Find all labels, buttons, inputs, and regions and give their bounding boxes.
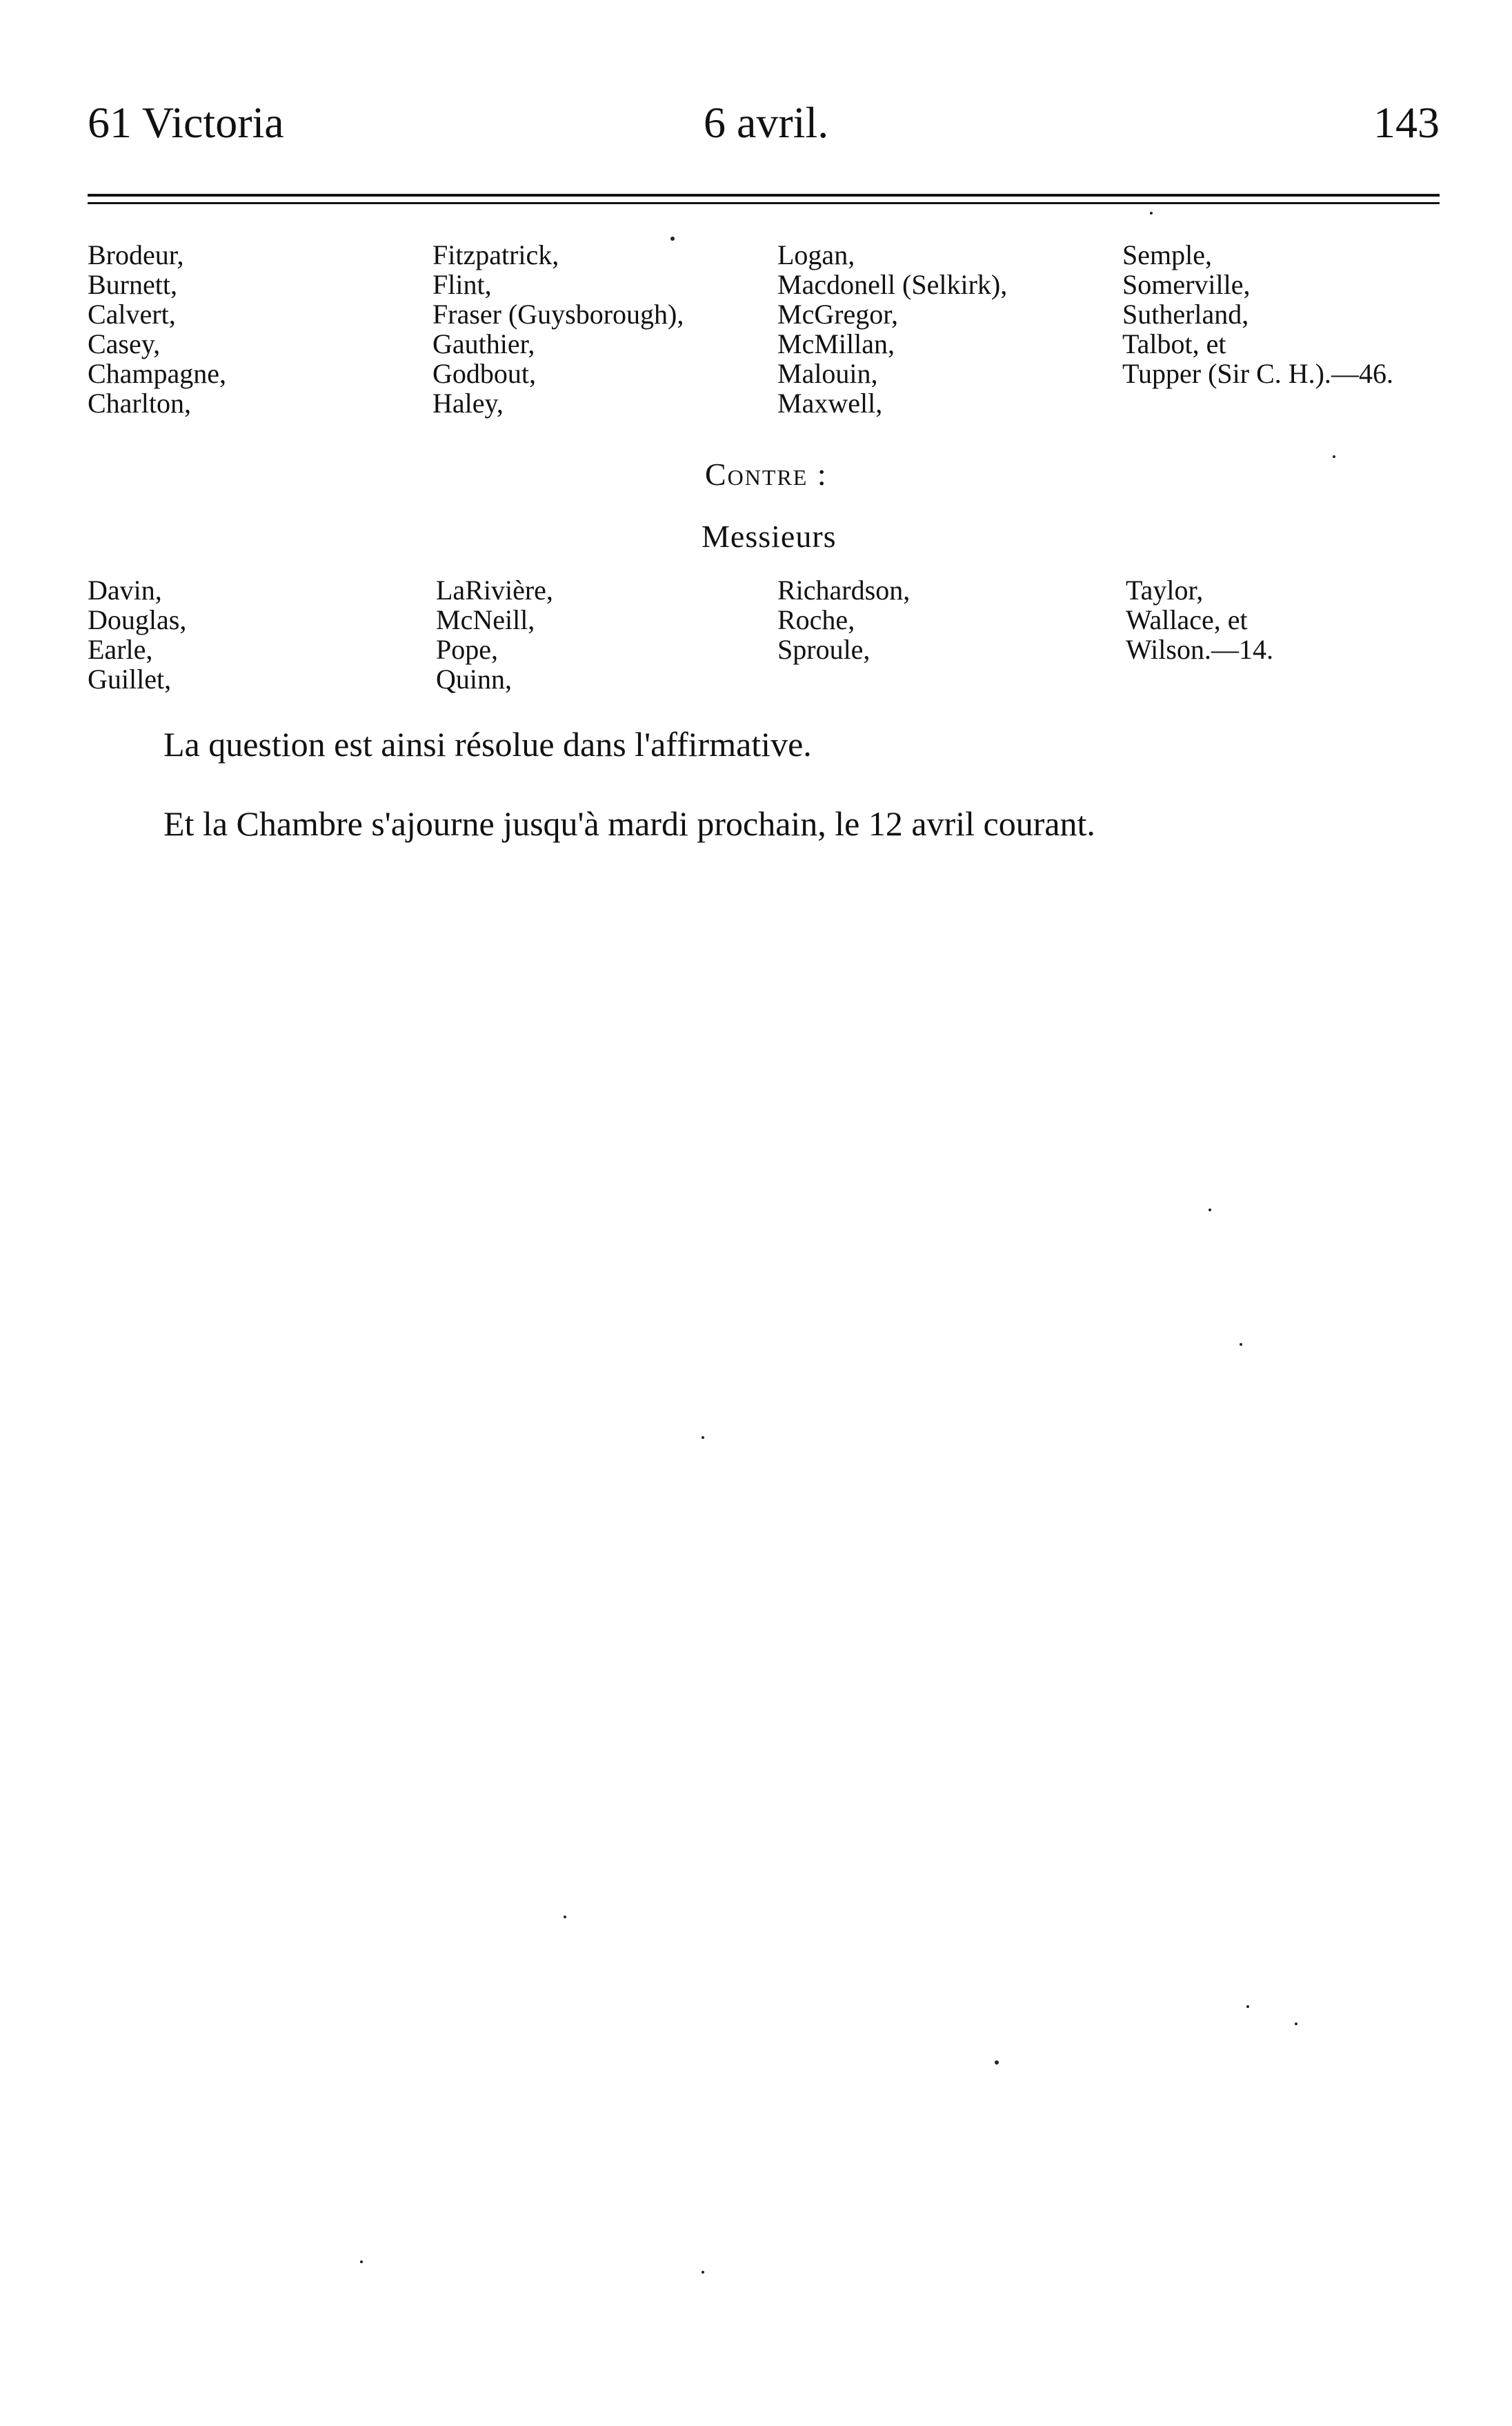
- member-name: Fitzpatrick,: [432, 239, 559, 270]
- member-name: McGregor,: [777, 299, 898, 330]
- member-name: Earle,: [88, 634, 153, 665]
- contre-column-1: [88, 575, 186, 694]
- page-number: 143: [1373, 98, 1440, 147]
- member-name: Taylor,: [1126, 575, 1204, 606]
- member-name: Douglas,: [88, 604, 187, 635]
- adjournment-paragraph: Et la Chambre s'ajourne jusqu'à mardi prochain, le 12 avril courant.: [163, 804, 1095, 843]
- member-name: Pope,: [436, 634, 498, 665]
- member-name: Maxwell,: [777, 388, 883, 419]
- contre-column-2: [436, 575, 553, 694]
- member-name: Wilson.—14.: [1126, 634, 1273, 665]
- member-name: Wallace, et: [1126, 604, 1248, 635]
- member-name: Malouin,: [777, 358, 878, 389]
- member-name: McNeill,: [436, 604, 535, 635]
- scan-speck: [1333, 455, 1335, 458]
- member-name: LaRivière,: [436, 575, 553, 606]
- member-name: Semple,: [1122, 239, 1212, 270]
- scan-speck: [1208, 1209, 1211, 1211]
- member-name: Godbout,: [432, 358, 536, 389]
- running-header: [88, 95, 1440, 150]
- contre-heading-text: Contre :: [705, 457, 828, 492]
- member-name: Guillet,: [88, 664, 172, 695]
- scan-speck: [360, 2260, 363, 2263]
- member-name: Casey,: [88, 328, 161, 359]
- scan-speck: [1295, 2022, 1297, 2025]
- member-name: Richardson,: [777, 575, 911, 606]
- member-name: Talbot, et: [1122, 328, 1226, 359]
- member-name: Sutherland,: [1122, 299, 1249, 330]
- pour-column-3: [777, 240, 1007, 418]
- member-name: Roche,: [777, 604, 855, 635]
- member-name: Burnett,: [88, 269, 177, 300]
- member-name: Gauthier,: [432, 328, 535, 359]
- header-rule-top: [88, 194, 1440, 197]
- member-name: Tupper (Sir C. H.).—46.: [1122, 358, 1393, 389]
- scan-speck: [1150, 212, 1153, 215]
- scan-speck: [995, 2060, 999, 2065]
- contre-heading: [705, 454, 828, 495]
- scan-speck: [564, 1916, 566, 1918]
- member-name: Calvert,: [88, 299, 176, 330]
- scan-speck: [702, 2271, 704, 2274]
- member-name: Somerville,: [1122, 269, 1251, 300]
- member-name: Charlton,: [88, 388, 191, 419]
- member-name: Macdonell (Selkirk),: [777, 269, 1008, 300]
- member-name: McMillan,: [777, 328, 895, 359]
- header-session: 61 Victoria: [88, 98, 284, 147]
- member-name: Davin,: [88, 575, 162, 606]
- pour-column-2: [432, 240, 684, 418]
- scan-speck: [702, 1436, 704, 1439]
- member-name: Quinn,: [436, 664, 512, 695]
- scan-speck: [670, 237, 675, 241]
- contre-column-4: [1126, 575, 1273, 664]
- member-name: Sproule,: [777, 634, 871, 665]
- contre-column-3: [777, 575, 910, 664]
- member-name: Champagne,: [88, 358, 227, 389]
- member-name: Brodeur,: [88, 239, 184, 270]
- member-name: Fraser (Guysborough),: [432, 299, 684, 330]
- member-name: Flint,: [432, 269, 492, 300]
- pour-column-4: [1122, 240, 1393, 388]
- header-rule-bottom: [88, 202, 1440, 204]
- pour-column-1: [88, 240, 226, 418]
- header-date: 6 avril.: [704, 98, 829, 147]
- member-name: Haley,: [432, 388, 504, 419]
- resolution-paragraph: La question est ainsi résolue dans l'affirmative.: [163, 725, 812, 764]
- member-name: Logan,: [777, 239, 855, 270]
- scan-speck: [1246, 2005, 1249, 2008]
- messieurs-subheading: Messieurs: [702, 519, 837, 554]
- scan-speck: [1240, 1343, 1242, 1346]
